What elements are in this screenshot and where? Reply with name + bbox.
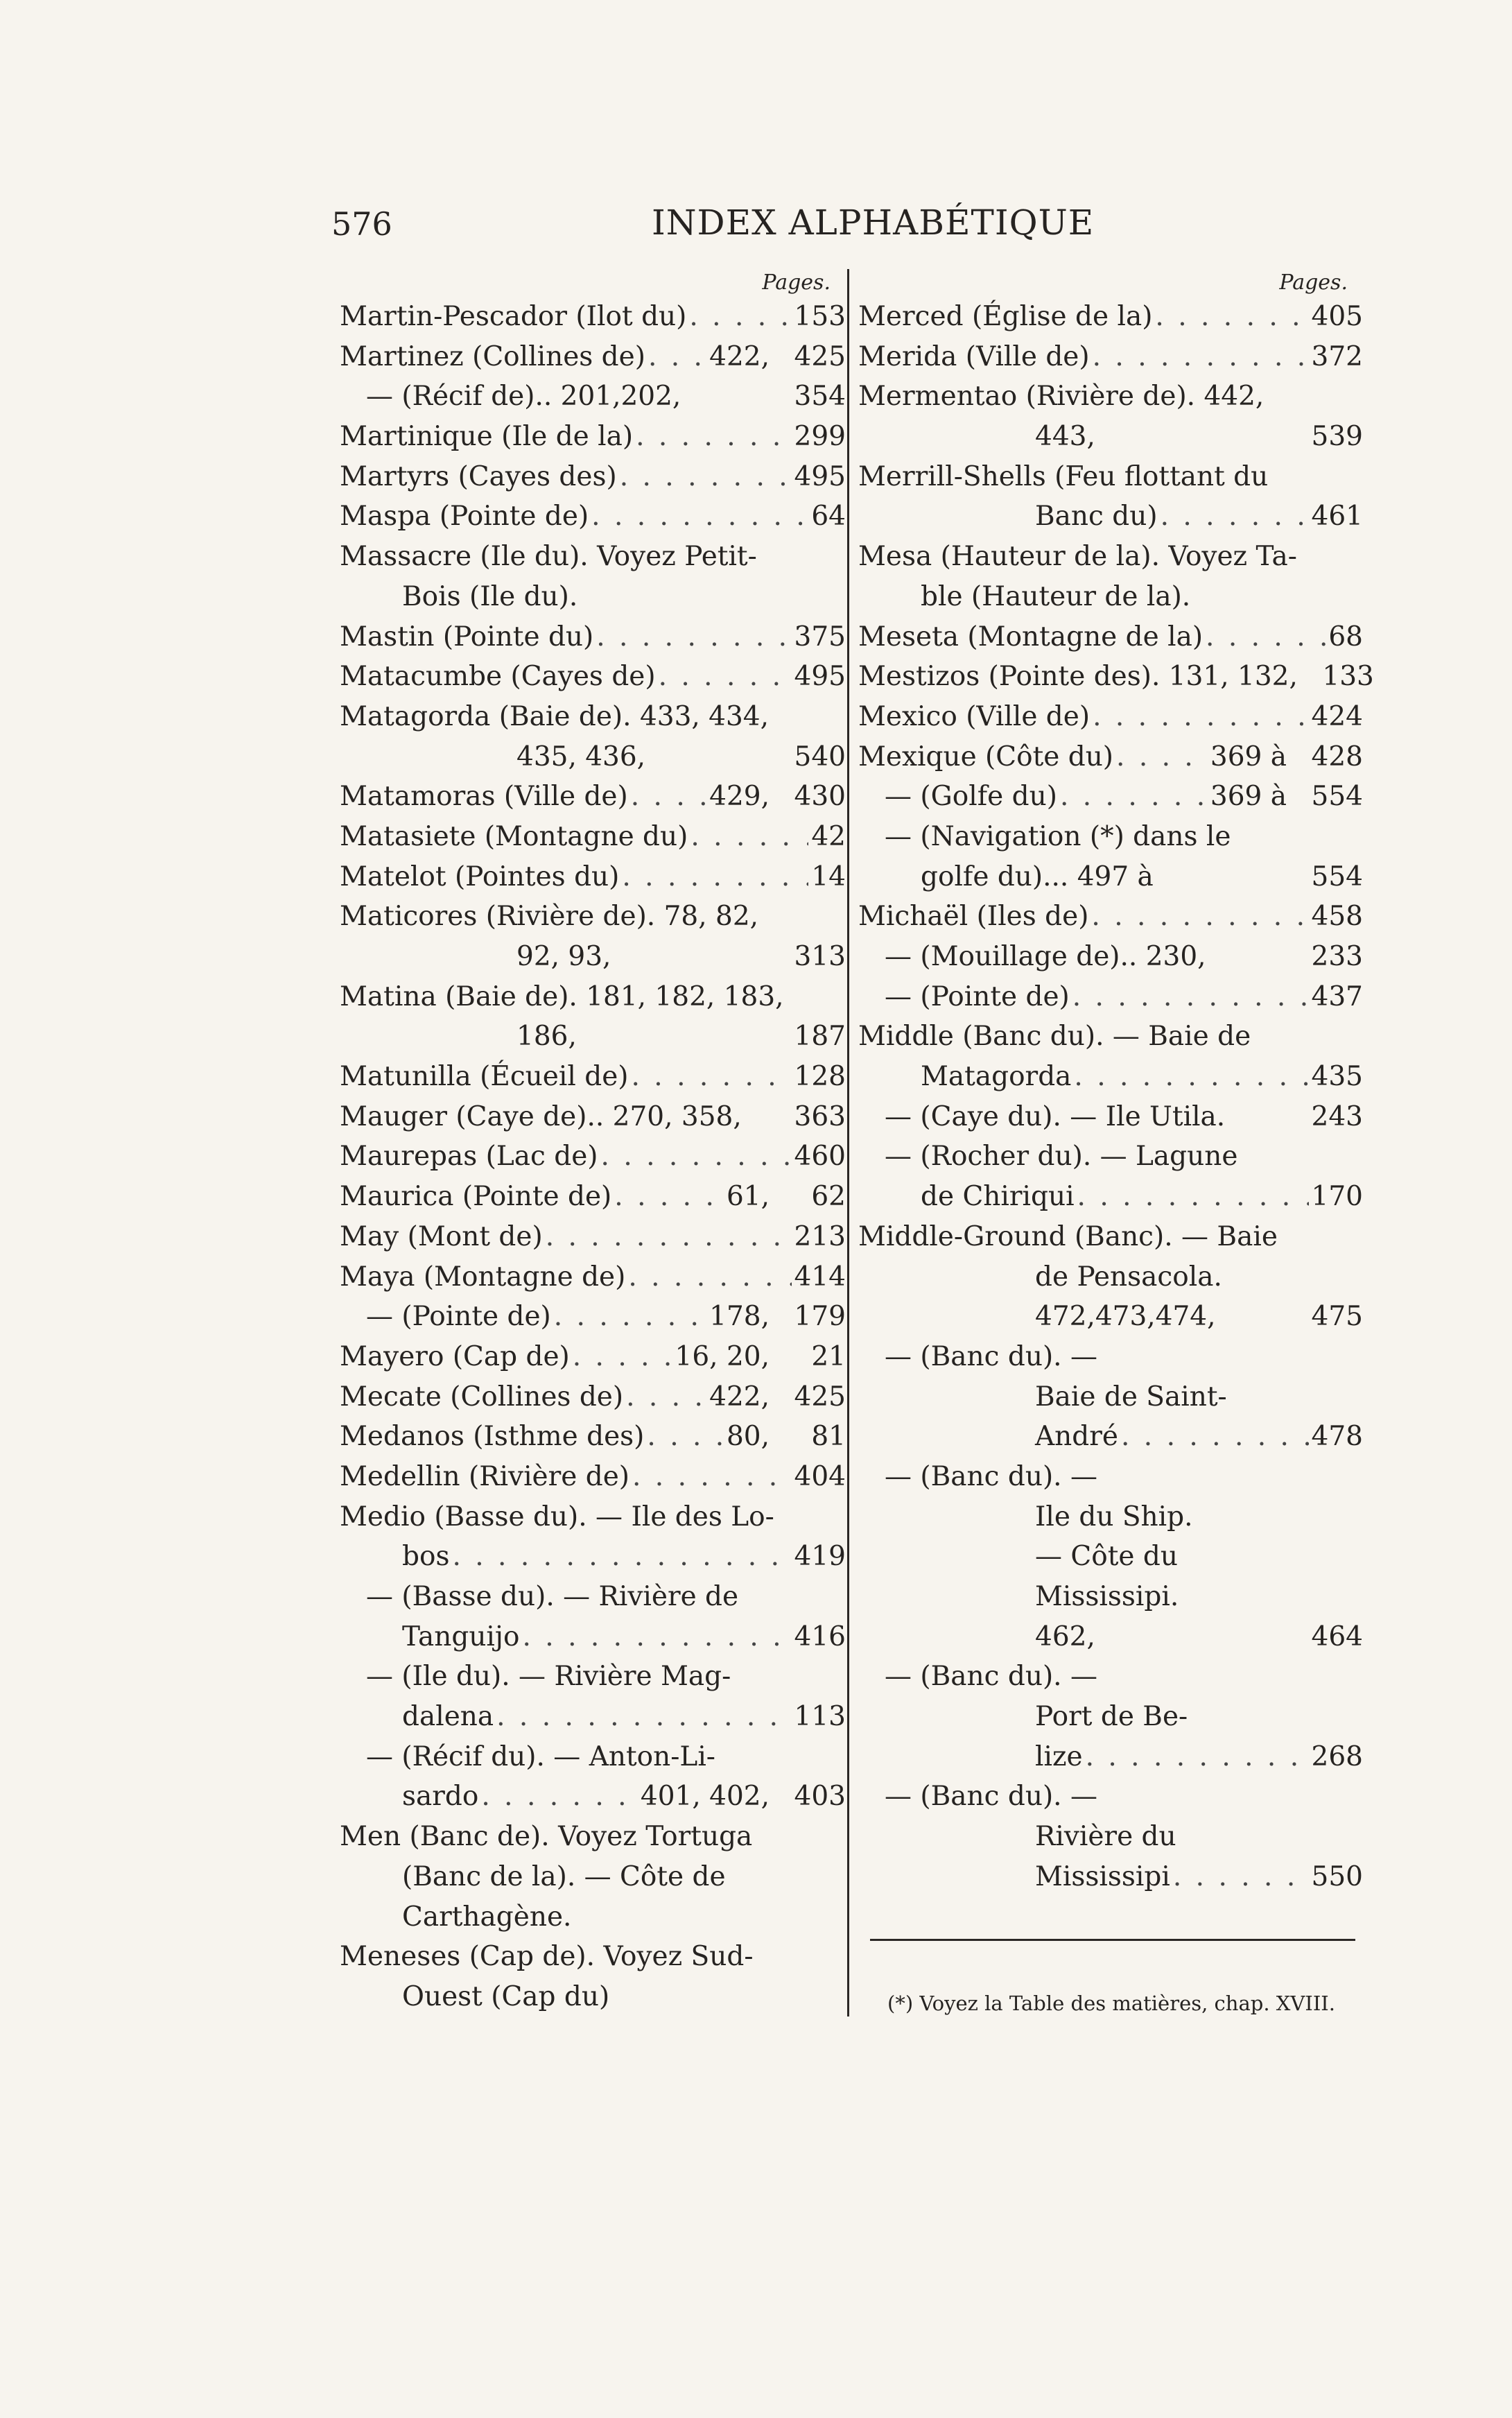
page-ref: 375 — [794, 621, 846, 653]
index-entry — [858, 777, 1363, 817]
entry-text: Massacre (Ile du). Voyez Petit- — [340, 541, 757, 573]
index-entry — [340, 1657, 846, 1697]
index-entry — [340, 1217, 846, 1257]
entry-text: May (Mont de) — [340, 1220, 543, 1252]
entry-text: Tanguijo — [402, 1621, 520, 1652]
page-ref: 153 — [794, 301, 846, 332]
index-entry — [858, 1497, 1363, 1537]
index-entry — [858, 1377, 1363, 1417]
entry-text: Matasiete (Montagne du) — [340, 820, 688, 852]
entry-text: Mermentao (Rivière de). 442, — [858, 381, 1265, 413]
index-entry — [340, 1737, 846, 1777]
dot-leader — [659, 657, 792, 697]
index-entry — [340, 1417, 846, 1457]
dot-leader — [1060, 777, 1208, 817]
index-entry — [340, 1297, 846, 1337]
dot-leader — [632, 1057, 792, 1097]
page-ref: 458 — [1311, 901, 1363, 933]
entry-text: — (Banc du). — — [885, 1661, 1097, 1693]
entry-text: — (Navigation (*) dans le — [885, 820, 1231, 852]
running-title: INDEX ALPHABÉTIQUE — [652, 202, 1095, 243]
entry-text: Ouest (Cap du) — [402, 1980, 610, 2012]
index-entry — [858, 1577, 1363, 1617]
index-entry — [340, 537, 846, 577]
index-entry — [858, 1857, 1363, 1897]
index-entry — [858, 1097, 1363, 1137]
entry-text: sardo — [402, 1781, 479, 1813]
index-entry — [340, 657, 846, 697]
entry-text: — (Banc du). — — [885, 1340, 1097, 1372]
entry-text: ble (Hauteur de la). — [921, 580, 1191, 612]
dot-leader — [1074, 1057, 1308, 1097]
page-ref: 178, — [709, 1301, 770, 1333]
page-ref: 372 — [1311, 340, 1363, 372]
page-ref: 179 — [794, 1301, 846, 1333]
entry-text: Maticores (Rivière de). 78, 82, — [340, 901, 759, 933]
entry-text: 92, 93, — [516, 941, 611, 972]
index-entry — [340, 457, 846, 497]
index-entry — [340, 977, 846, 1017]
dot-leader — [626, 1377, 706, 1417]
page-ref: 437 — [1311, 981, 1363, 1012]
entry-text: 443, — [1035, 421, 1095, 453]
page-number: 576 — [331, 205, 392, 243]
index-entry — [858, 1777, 1363, 1817]
entry-text: — (Banc du). — — [885, 1460, 1097, 1492]
index-entry — [858, 697, 1363, 737]
index-entry — [858, 617, 1363, 657]
page-ref: 475 — [1311, 1301, 1363, 1333]
index-entry — [340, 496, 846, 537]
index-entry — [340, 377, 846, 417]
index-entry — [858, 897, 1363, 937]
entry-text: Mississipi — [1035, 1860, 1170, 1892]
dot-leader — [647, 1417, 724, 1457]
dot-leader — [481, 1777, 638, 1817]
entry-text: — (Golfe du) — [885, 781, 1057, 813]
entry-text: — (Pointe de) — [885, 981, 1070, 1012]
index-entry — [340, 1377, 846, 1417]
entry-text: Maurepas (Lac de) — [340, 1141, 598, 1173]
page-ref: 128 — [794, 1061, 846, 1093]
page-ref: 464 — [1311, 1621, 1363, 1652]
page-ref: 419 — [794, 1541, 846, 1573]
entry-text: Matelot (Pointes du) — [340, 861, 620, 892]
dot-leader — [452, 1537, 791, 1577]
page-ref: 478 — [1311, 1421, 1363, 1453]
entry-list — [340, 297, 846, 2017]
page-ref: 16, 20, — [675, 1340, 770, 1372]
index-entry — [858, 377, 1363, 417]
page-ref: 213 — [794, 1220, 846, 1252]
entry-text: Mauger (Caye de).. 270, 358, — [340, 1100, 742, 1132]
entry-text: Bois (Ile du). — [402, 580, 578, 612]
entry-text: — (Récif de).. 201,202, — [366, 381, 681, 413]
dot-leader — [601, 1137, 792, 1177]
page-ref: 403 — [794, 1781, 846, 1813]
dot-leader — [631, 777, 706, 817]
page-ref: 68 — [1328, 621, 1363, 653]
page-ref: 422, — [709, 1381, 770, 1413]
page-ref: 550 — [1311, 1860, 1363, 1892]
index-entry — [340, 697, 846, 737]
entry-text: Mesa (Hauteur de la). Voyez Ta- — [858, 541, 1297, 573]
index-entry — [340, 1577, 846, 1617]
index-entry — [340, 1457, 846, 1497]
dot-leader — [648, 337, 706, 377]
entry-text: — (Ile du). — Rivière Mag- — [366, 1661, 731, 1693]
dot-leader — [636, 417, 791, 457]
entry-text: Mastin (Pointe du) — [340, 621, 594, 653]
entry-text: lize — [1035, 1741, 1083, 1772]
dot-leader — [620, 457, 792, 497]
dot-leader — [554, 1297, 706, 1337]
page-ref: 424 — [1311, 700, 1363, 732]
index-entry — [340, 1017, 846, 1057]
entry-text: Martyrs (Cayes des) — [340, 460, 617, 492]
page-ref: 354 — [794, 381, 846, 413]
dot-leader — [522, 1617, 791, 1657]
dot-leader — [1086, 1737, 1309, 1777]
index-entry — [858, 1417, 1363, 1457]
entry-text: — (Récif du). — Anton-Li- — [366, 1741, 715, 1772]
page-ref: 81 — [811, 1421, 846, 1453]
footnote: (*) Voyez la Table des matières, chap. XVIII. — [887, 1992, 1335, 2015]
entry-text: Medellin (Rivière de) — [340, 1460, 630, 1492]
dot-leader — [546, 1217, 792, 1257]
entry-text: Rivière du — [1035, 1821, 1176, 1853]
entry-text: Matina (Baie de). 181, 182, 183, — [340, 981, 784, 1012]
dot-leader — [596, 617, 791, 657]
page-header — [0, 196, 1512, 251]
index-entry — [858, 417, 1363, 457]
entry-text: (Banc de la). — Côte de — [402, 1860, 726, 1892]
index-entry — [858, 496, 1363, 537]
index-entry — [340, 1617, 846, 1657]
index-entry — [858, 657, 1374, 697]
column-divider — [847, 269, 849, 2017]
page-ref: 428 — [1311, 741, 1363, 772]
page-ref: 405 — [1311, 301, 1363, 332]
page-ref: 539 — [1311, 421, 1363, 453]
index-entry — [340, 937, 846, 977]
index-entry — [858, 457, 1363, 497]
entry-text: Mayero (Cap de) — [340, 1340, 570, 1372]
page-ref: 401, 402, — [640, 1781, 770, 1813]
dot-leader — [1072, 977, 1309, 1017]
index-entry — [858, 817, 1363, 857]
entry-text: — (Banc du). — — [885, 1781, 1097, 1813]
page-ref: 460 — [794, 1141, 846, 1173]
page-ref: 80, — [726, 1421, 770, 1453]
index-entry — [858, 1257, 1363, 1297]
page-ref: 233 — [1311, 941, 1363, 972]
index-column-left — [340, 269, 846, 2017]
pages-label: Pages. — [1279, 270, 1348, 295]
entry-text: — (Rocher du). — Lagune — [885, 1141, 1238, 1173]
entry-text: Matagorda — [921, 1061, 1072, 1093]
index-entry — [340, 417, 846, 457]
entry-text: — Côte du — [1035, 1541, 1178, 1573]
entry-text: Matamoras (Ville de) — [340, 781, 628, 813]
entry-text: Mexico (Ville de) — [858, 700, 1090, 732]
page-ref: 429, — [709, 781, 770, 813]
dot-leader — [496, 1697, 791, 1737]
index-entry — [340, 737, 846, 777]
index-entry — [340, 337, 846, 377]
index-entry — [340, 1977, 846, 2017]
index-entry — [858, 1297, 1363, 1337]
page-ref: 554 — [1311, 861, 1363, 892]
entry-text: Medio (Basse du). — Ile des Lo- — [340, 1501, 774, 1532]
entry-text: Middle (Banc du). — Baie de — [858, 1021, 1251, 1053]
page-ref: 299 — [794, 421, 846, 453]
entry-text: 435, 436, — [516, 741, 646, 772]
page-ref: 461 — [1311, 501, 1363, 533]
entry-text: Mestizos (Pointe des). 131, 132, — [858, 661, 1298, 693]
index-entry — [340, 857, 846, 897]
index-entry — [340, 1337, 846, 1377]
index-entry — [858, 297, 1363, 337]
dot-leader — [1155, 297, 1308, 337]
index-entry — [858, 1017, 1363, 1057]
entry-text: Martin-Pescador (Ilot du) — [340, 301, 687, 332]
entry-text: Mecate (Collines de) — [340, 1381, 624, 1413]
page-ref: 21 — [811, 1340, 846, 1372]
entry-text: 186, — [516, 1021, 577, 1053]
index-entry — [858, 977, 1363, 1017]
entry-text: — (Basse du). — Rivière de — [366, 1581, 739, 1612]
entry-text: golfe du)... 497 à — [921, 861, 1154, 892]
index-entry — [858, 1457, 1363, 1497]
dot-leader — [1077, 1177, 1309, 1217]
index-entry — [340, 817, 846, 857]
page-ref: 369 à — [1210, 741, 1287, 772]
page-ref: 425 — [794, 1381, 846, 1413]
page-ref: 495 — [794, 661, 846, 693]
page-ref: 187 — [794, 1021, 846, 1053]
entry-text: André — [1035, 1421, 1118, 1453]
index-entry — [340, 1857, 846, 1897]
index-entry — [858, 1337, 1363, 1377]
index-entry — [340, 1257, 846, 1297]
index-entry — [858, 737, 1363, 777]
page-ref: 170 — [1311, 1181, 1363, 1213]
entry-text: Maya (Montagne de) — [340, 1261, 626, 1293]
index-entry — [340, 897, 846, 937]
entry-text: Matunilla (Écueil de) — [340, 1061, 629, 1093]
dot-leader — [1121, 1417, 1309, 1457]
index-entry — [340, 1817, 846, 1857]
dot-leader — [632, 1457, 792, 1497]
index-entry — [858, 857, 1363, 897]
entry-text: — (Pointe de) — [366, 1301, 551, 1333]
page-ref: 313 — [794, 941, 846, 972]
page-ref: 495 — [794, 460, 846, 492]
dot-leader — [1206, 617, 1326, 657]
index-entry — [858, 337, 1363, 377]
dot-leader — [614, 1177, 724, 1217]
index-entry — [858, 1817, 1363, 1857]
index-entry — [858, 937, 1363, 977]
entry-text: de Pensacola. — [1035, 1261, 1222, 1293]
entry-text: Medanos (Isthme des) — [340, 1421, 645, 1453]
index-entry — [340, 577, 846, 617]
entry-text: Merrill-Shells (Feu flottant du — [858, 460, 1269, 492]
entry-text: Merida (Ville de) — [858, 340, 1090, 372]
index-entry — [340, 1097, 846, 1137]
page-ref: 435 — [1311, 1061, 1363, 1093]
index-entry — [340, 1057, 846, 1097]
page-ref: 14 — [811, 861, 846, 892]
page-ref: 268 — [1311, 1741, 1363, 1772]
page-ref: 369 à — [1210, 781, 1287, 813]
index-entry — [858, 1177, 1363, 1217]
entry-text: Michaël (Iles de) — [858, 901, 1089, 933]
index-entry — [858, 1737, 1363, 1777]
index-entry — [340, 1697, 846, 1737]
page-ref: 554 — [1311, 781, 1363, 813]
dot-leader — [622, 857, 808, 897]
index-entry — [858, 1617, 1363, 1657]
page-ref: 414 — [794, 1261, 846, 1293]
pages-label: Pages. — [762, 270, 831, 295]
index-entry — [340, 617, 846, 657]
index-entry — [858, 1697, 1363, 1737]
dot-leader — [1161, 496, 1309, 537]
index-column-right — [858, 269, 1374, 1897]
dot-leader — [690, 817, 808, 857]
entry-text: Matagorda (Baie de). 433, 434, — [340, 700, 770, 732]
index-entry — [340, 297, 846, 337]
entry-text: Matacumbe (Cayes de) — [340, 661, 656, 693]
page-ref: 425 — [794, 340, 846, 372]
entry-text: Port de Be- — [1035, 1701, 1188, 1733]
entry-text: Ile du Ship. — [1035, 1501, 1193, 1532]
index-entry — [340, 1937, 846, 1977]
page-ref: 404 — [794, 1460, 846, 1492]
page-ref: 113 — [794, 1701, 846, 1733]
dot-leader — [591, 496, 808, 537]
footnote-rule — [870, 1939, 1355, 1941]
page-ref: 64 — [811, 501, 846, 533]
dot-leader — [1093, 337, 1309, 377]
index-entry — [340, 1137, 846, 1177]
index-entry — [340, 1777, 846, 1817]
index-entry — [340, 1537, 846, 1577]
page-ref: 363 — [794, 1100, 846, 1132]
dot-leader — [628, 1257, 791, 1297]
entry-text: Maspa (Pointe de) — [340, 501, 589, 533]
index-entry — [340, 777, 846, 817]
entry-text: bos — [402, 1541, 450, 1573]
page-ref: 42 — [811, 820, 846, 852]
entry-text: Middle-Ground (Banc). — Baie — [858, 1220, 1278, 1252]
entry-text: Meseta (Montagne de la) — [858, 621, 1203, 653]
dot-leader — [1093, 697, 1308, 737]
entry-text: Men (Banc de). Voyez Tortuga — [340, 1821, 753, 1853]
page-ref: 61, — [726, 1181, 770, 1213]
entry-text: dalena — [402, 1701, 494, 1733]
dot-leader — [573, 1337, 672, 1377]
page-ref: 540 — [794, 741, 846, 772]
page-ref: 422, — [709, 340, 770, 372]
index-entry — [858, 1057, 1363, 1097]
entry-text: 472,473,474, — [1035, 1301, 1216, 1333]
dot-leader — [1173, 1857, 1309, 1897]
dot-leader — [1116, 737, 1208, 777]
entry-text: de Chiriqui — [921, 1181, 1075, 1213]
entry-text: 462, — [1035, 1621, 1095, 1652]
page-ref: 416 — [794, 1621, 846, 1652]
entry-text: Baie de Saint- — [1035, 1381, 1227, 1413]
index-entry — [340, 1177, 846, 1217]
page-ref: 133 — [1322, 661, 1374, 693]
entry-text: Banc du) — [1035, 501, 1158, 533]
dot-leader — [1091, 897, 1308, 937]
entry-text: Maurica (Pointe de) — [340, 1181, 612, 1213]
page-ref: 430 — [794, 781, 846, 813]
index-entry — [858, 537, 1363, 577]
entry-text: Mexique (Côte du) — [858, 741, 1114, 772]
index-entry — [858, 1657, 1363, 1697]
index-entry — [858, 1537, 1363, 1577]
page-ref: 62 — [811, 1181, 846, 1213]
entry-text: Martinez (Collines de) — [340, 340, 645, 372]
entry-text: Merced (Église de la) — [858, 301, 1153, 332]
dot-leader — [689, 297, 791, 337]
index-entry — [858, 577, 1363, 617]
index-entry — [858, 1217, 1363, 1257]
entry-text: Mississipi. — [1035, 1581, 1179, 1612]
index-entry — [340, 1897, 846, 1937]
entry-text: Martinique (Ile de la) — [340, 421, 634, 453]
entry-text: — (Mouillage de).. 230, — [885, 941, 1206, 972]
page-ref: 243 — [1311, 1100, 1363, 1132]
index-entry — [858, 1137, 1363, 1177]
index-entry — [340, 1497, 846, 1537]
entry-text: — (Caye du). — Ile Utila. — [885, 1100, 1226, 1132]
entry-text: Carthagène. — [402, 1901, 572, 1933]
entry-list — [858, 297, 1374, 1897]
entry-text: Meneses (Cap de). Voyez Sud- — [340, 1941, 754, 1973]
